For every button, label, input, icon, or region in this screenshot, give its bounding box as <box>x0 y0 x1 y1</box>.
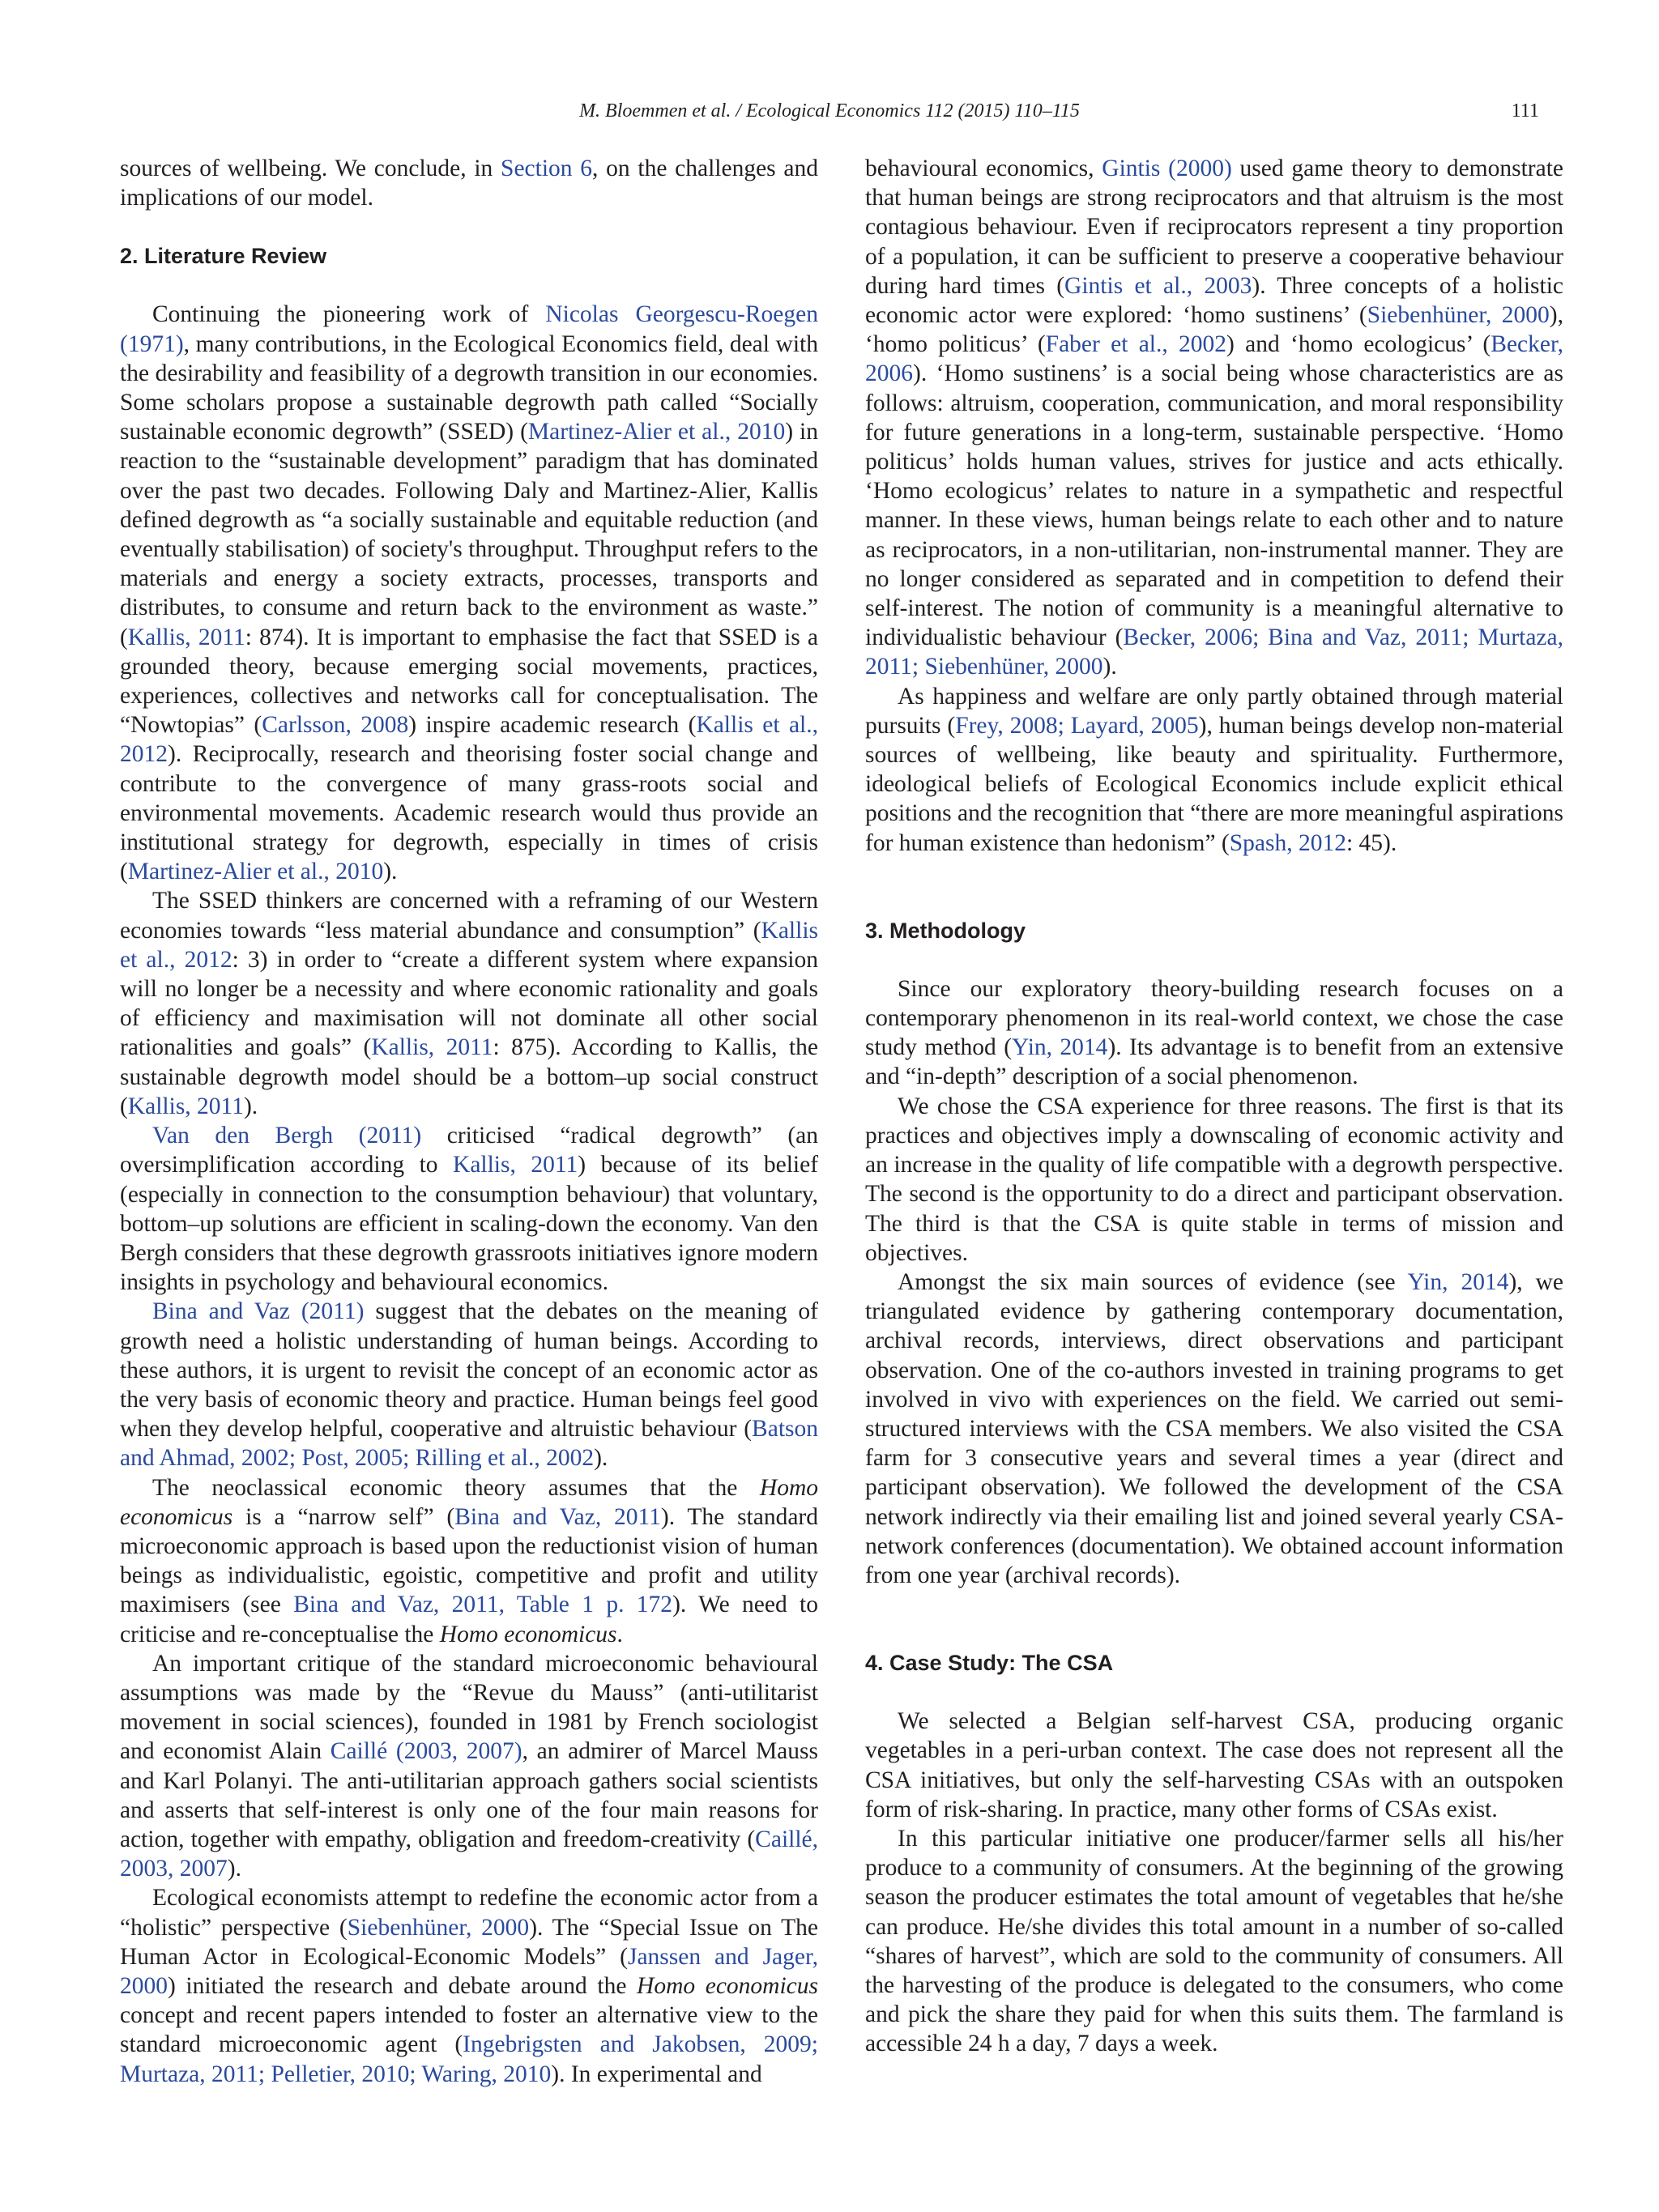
citation-link[interactable]: Kallis, 2011 <box>127 1093 244 1119</box>
paragraph-lit-9: As happiness and welfare are only partly obtained through material pursuits (Frey, 2008; Layard, 2005), human beings develop non-material sources of wellbeing, like beauty and spirituality. Furthermore, ideological beliefs of Ecological Economics include explicit ethical positions and the recognition that “there are more meaningful aspirations for human existence than hedonism” (Spash, 2012: 45). <box>865 683 1563 856</box>
citation-link[interactable]: Bina and Vaz (2011) <box>152 1298 365 1325</box>
citation-link[interactable]: Gintis (2000) <box>1102 156 1232 181</box>
citation-link[interactable]: Martinez-Alier et al., 2010 <box>527 419 786 445</box>
paragraph-case-1: We selected a Belgian self-harvest CSA, producing organic vegetables in a peri-urban context. The case does not represent all the CSA initiatives, but only the self-harvesting CSAs with an outspoken form of risk-sharing. In practice, many other forms of CSAs exist. <box>865 1708 1563 1822</box>
citation-link[interactable]: Martinez-Alier et al., 2010 <box>127 859 384 885</box>
citation-link[interactable]: Kallis, 2011 <box>371 1034 493 1061</box>
citation-link[interactable]: Ingebrigsten and Jakobsen, 2009; Murtaza, 2011; Pelletier, 2010; Waring, 2010 <box>120 2031 818 2087</box>
citation-link[interactable]: Frey, 2008; Layard, 2005 <box>955 712 1199 739</box>
citation-link[interactable]: Bina and Vaz, 2011 <box>454 1503 661 1530</box>
paragraph-case-2: In this particular initiative one producer/farmer sells all his/her produce to a community of consumers. At the beginning of the growing season the producer estimates the total amount of vegetables that he/she can produce. He/she divides this total amount in a number of so-called “shares of harvest”, which are sold to the community of consumers. All the harvesting of the produce is delegated to the consumers, who come and pick the share they paid for when this suits them. The farmland is accessible 24 h a day, 7 days a week. <box>865 1825 1563 2057</box>
page-number: 111 <box>1511 100 1539 121</box>
section-heading-case-study: 4. Case Study: The CSA <box>865 1651 1114 1676</box>
paragraph-lit-7: Ecological economists attempt to redefine the economic actor from a “holistic” perspective (Siebenhüner, 2000). The “Special Issue on The Human Actor in Ecological-Economic Models” (Janssen and Jager, 2000) initiated the research and debate around the Homo economicus concept and recent papers intended to foster an alternative view to the standard microeconomic agent (Ingebrigsten and Jakobsen, 2009; Murtaza, 2011; Pelletier, 2010; Waring, 2010). In experimental and <box>120 1885 819 2087</box>
section-heading-literature: 2. Literature Review <box>120 244 327 269</box>
paragraph-lit-1: Continuing the pioneering work of Nicolas Georgescu-Roegen (1971), many contributions, in the Ecological Economics field, deal with the desirability and feasibility of a degrowth transition in our economies. Some scholars propose a sustainable degrowth path called “Socially sustainable economic degrowth” (SSED) (Martinez-Alier et al., 2010) in reaction to the “sustainable development” paradigm that has dominated over the past two decades. Following Daly and Martinez-Alier, Kallis defined degrowth as “a socially sustainable and equitable reduction (and eventually stabilisation) of society's throughput. Throughput refers to the materials and energy a society extracts, processes, transports and distributes, to consume and return back to the environment as waste.” (Kallis, 2011: 874). It is important to emphasise the fact that SSED is a grounded theory, because emerging social movements, practices, experiences, collectives and networks call for conceptualisation. The “Nowtopias” (Carlsson, 2008) inspire academic research (Kallis et al., 2012). Reciprocally, research and theorising foster social change and contribute to the convergence of many grass-roots social and environmental movements. Academic research would thus provide an institutional strategy for degrowth, especially in times of crisis (Martinez-Alier et al., 2010). <box>120 301 819 885</box>
citation-link[interactable]: Janssen and Jager, 2000 <box>120 1943 819 1999</box>
citation-link[interactable]: Siebenhüner, 2000 <box>347 1914 530 1941</box>
paragraph-lit-5: The neoclassical economic theory assumes that the Homo economicus is a “narrow self” (Bina and Vaz, 2011). The standard microeconomic approach is based upon the reductionist vision of human beings as individualistic, egoistic, competitive and profit and utility maximisers (see Bina and Vaz, 2011, Table 1 p. 172). We need to criticise and re-conceptualise the Homo economicus. <box>120 1474 819 1647</box>
running-head <box>120 100 1539 130</box>
citation-link[interactable]: Spash, 2012 <box>1229 829 1346 856</box>
citation-link[interactable]: Batson and Ahmad, 2002; Post, 2005; Rilling et al., 2002 <box>120 1416 818 1472</box>
citation-link[interactable]: Carlsson, 2008 <box>262 712 409 739</box>
paragraph-lit-6: An important critique of the standard microeconomic behavioural assumptions was made by the “Revue du Mauss” (anti-utilitarist movement in social sciences), founded in 1981 by French sociologist and economist Alain Caillé (2003, 2007), an admirer of Marcel Mauss and Karl Polanyi. The anti-utilitarian approach gathers social scientists and asserts that self-interest is only one of the four main reasons for action, together with empathy, obligation and freedom-creativity (Caillé, 2003, 2007). <box>120 1650 818 1882</box>
citation-link[interactable]: Gintis et al., 2003 <box>1064 272 1252 299</box>
citation-link[interactable]: Kallis, 2011 <box>453 1152 578 1178</box>
right-column <box>865 154 1563 2059</box>
citation-link[interactable]: Kallis et al., 2012 <box>120 917 818 973</box>
section-6-link[interactable]: Section 6 <box>501 156 593 181</box>
left-column <box>120 154 818 2089</box>
section-heading-methodology: 3. Methodology <box>865 918 1026 943</box>
citation-link[interactable]: Yin, 2014 <box>1012 1034 1108 1061</box>
paragraph-intro-end: sources of wellbeing. We conclude, in Section 6, on the challenges and implications of our model. <box>120 156 818 211</box>
citation-link[interactable]: Kallis, 2011 <box>127 624 245 650</box>
citation-link[interactable]: Becker, 2006 <box>865 331 1563 387</box>
citation-link[interactable]: Van den Bergh (2011) <box>152 1123 422 1149</box>
paragraph-lit-2: The SSED thinkers are concerned with a reframing of our Western economies towards “less material abundance and consumption” (Kallis et al., 2012: 3) in order to “create a different system where expansion will no longer be a necessity and where economic rationality and goals of efficiency and maximisation will not dominate all other social rationalities and goals” (Kallis, 2011: 875). According to Kallis, the sustainable degrowth model should be a bottom–up social construct (Kallis, 2011). <box>120 888 819 1119</box>
citation-link[interactable]: Faber et al., 2002 <box>1045 331 1227 358</box>
citation-link[interactable]: Caillé (2003, 2007) <box>330 1738 522 1765</box>
paragraph-method-2: We chose the CSA experience for three reasons. The first is that its practices and objectives imply a downscaling of economic activity and an increase in the quality of life compatible with a degrowth perspective. The second is the opportunity to do a direct and participant observation. The third is that the CSA is quite stable in terms of mission and objectives. <box>865 1093 1563 1266</box>
citation-link[interactable]: Caillé, 2003, 2007 <box>120 1826 818 1882</box>
paragraph-lit-3: Van den Bergh (2011) criticised “radical degrowth” (an oversimplification according to Kallis, 2011) because of its belief (especially in connection to the consumption behaviour) that voluntary, bottom–up solutions are efficient in scaling-down the economy. Van den Bergh considers that these degrowth grassroots initiatives ignore modern insights in psychology and behavioural economics. <box>120 1123 819 1296</box>
citation-link[interactable]: Becker, 2006; Bina and Vaz, 2011; Murtaza, 2011; Siebenhüner, 2000 <box>865 624 1563 680</box>
citation-link[interactable]: Siebenhüner, 2000 <box>1367 302 1550 329</box>
paragraph-lit-4: Bina and Vaz (2011) suggest that the debates on the meaning of growth need a holistic understanding of human beings. According to these authors, it is urgent to revisit the concept of an economic actor as the very basis of economic theory and practice. Human beings feel good when they develop helpful, cooperative and altruistic behaviour (Batson and Ahmad, 2002; Post, 2005; Rilling et al., 2002). <box>120 1298 818 1472</box>
citation-link[interactable]: Yin, 2014 <box>1407 1268 1509 1295</box>
paragraph-method-3: Amongst the six main sources of evidence (see Yin, 2014), we triangulated evidence by gathering contemporary documentation, archival records, interviews, direct observations and participant observation. One of the co-authors invested in training programs to get involved in vivo with experiences on the field. We carried out semi-structured interviews with the CSA members. We also visited the CSA farm for 3 consecutive years and several times a year (direct and participant observation). We followed the development of the CSA network indirectly via their emailing list and joined several yearly CSA-network conferences (documentation). We obtained account information from one year (archival records). <box>865 1268 1563 1588</box>
citation-link[interactable]: Bina and Vaz, 2011, Table 1 p. 172 <box>293 1592 673 1618</box>
paragraph-lit-8: behavioural economics, Gintis (2000) used game theory to demonstrate that human beings are strong reciprocators and that altruism is the most contagious behaviour. Even if reciprocators represent a tiny proportion of a population, it can be sufficient to preserve a cooperative behaviour during hard times (Gintis et al., 2003). Three concepts of a holistic economic actor were explored: ‘homo sustinens’ (Siebenhüner, 2000), ‘homo politicus’ (Faber et al., 2002) and ‘homo ecologicus’ (Becker, 2006). ‘Homo sustinens’ is a social being whose characteristics are as follows: altruism, cooperation, communication, and moral responsibility for future generations in a long-term, sustainable perspective. ‘Homo politicus’ holds human values, strives for justice and acts ethically. ‘Homo ecologicus’ relates to nature in a sympathetic and respectful manner. In these views, human beings relate to each other and to nature as reciprocators, in a non-utilitarian, non-instrumental manner. They are no longer considered as separated and in competition to defend their self-interest. The notion of community is a meaningful alternative to individualistic behaviour (Becker, 2006; Bina and Vaz, 2011; Murtaza, 2011; Siebenhüner, 2000). <box>865 156 1563 680</box>
citation-link[interactable]: Kallis et al., 2012 <box>120 712 818 768</box>
paragraph-method-1: Since our exploratory theory-building research focuses on a contemporary phenomenon in its real-world context, we chose the case study method (Yin, 2014). Its advantage is to benefit from an extensive and “in-depth” description of a social phenomenon. <box>865 975 1563 1090</box>
citation-link[interactable]: Nicolas Georgescu-Roegen (1971) <box>120 301 818 357</box>
running-title: M. Bloemmen et al. / Ecological Economics 112 (2015) 110–115 <box>579 100 1080 121</box>
